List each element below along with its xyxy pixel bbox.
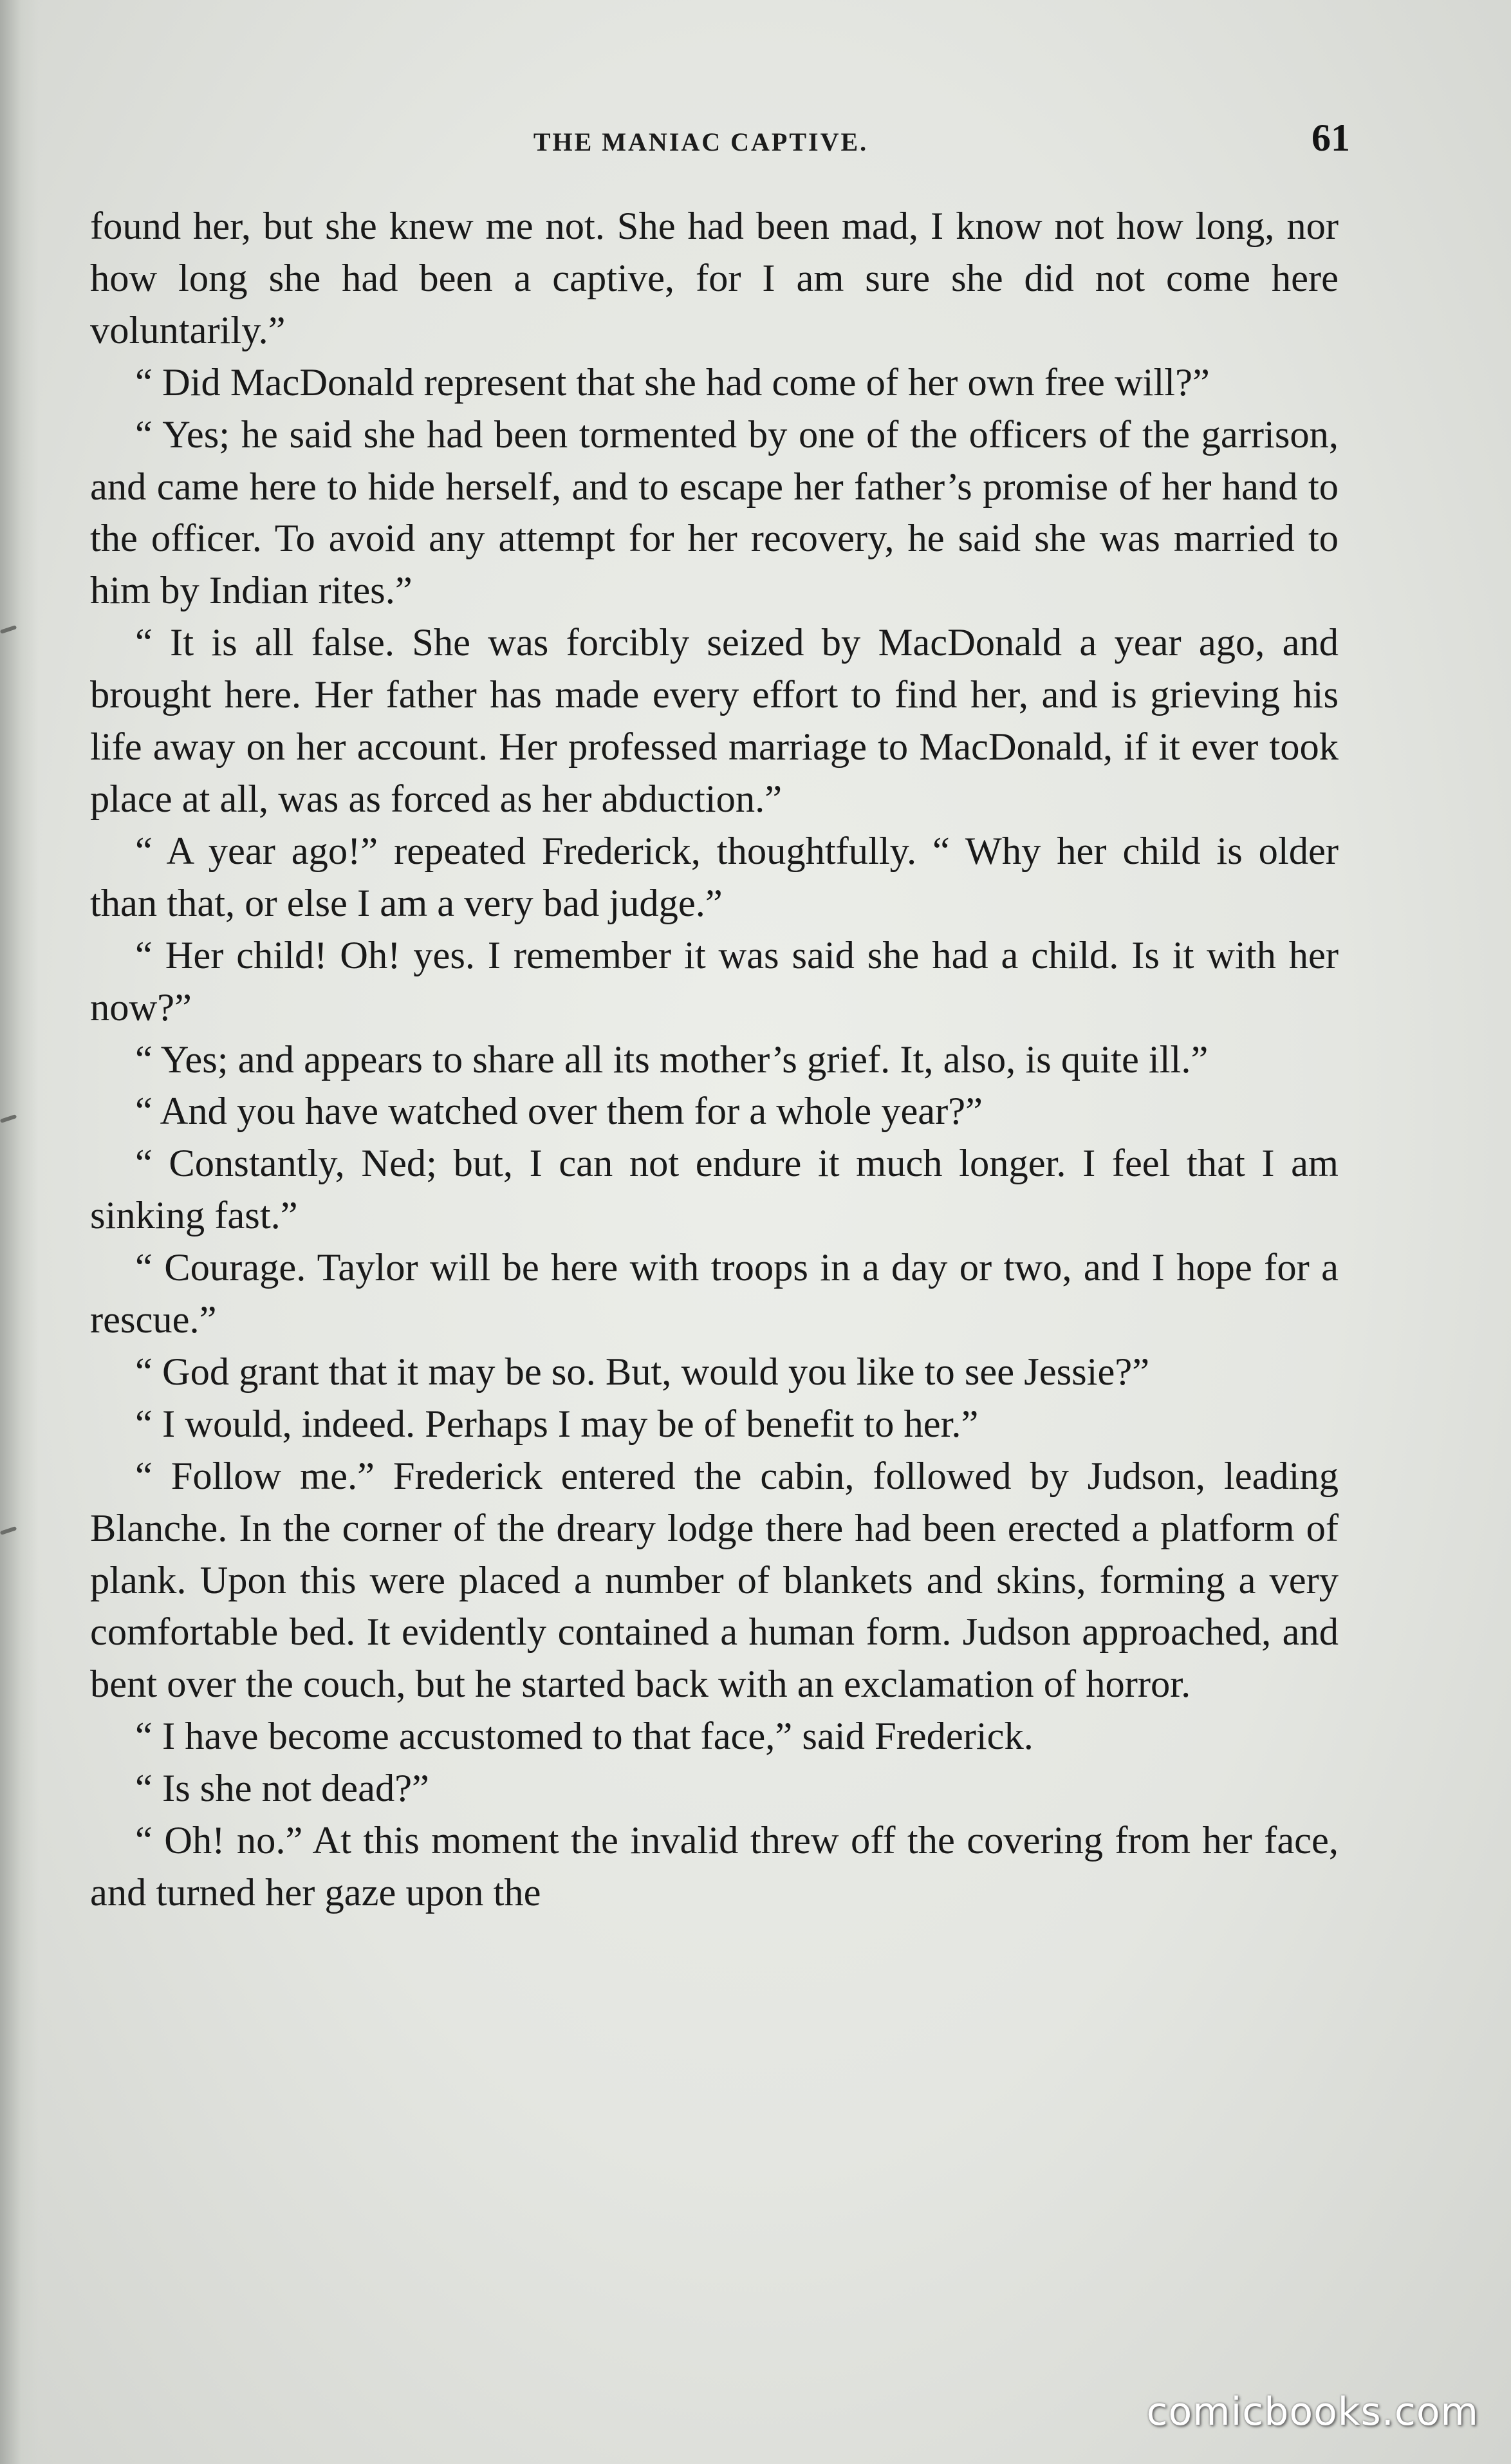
paragraph: “ Yes; and appears to share all its mother’s grief. It, also, is quite ill.” [135, 1038, 1209, 1081]
paragraph: “ Courage. Taylor will be here with troops in a day or two, and I hope for a rescue.” [90, 1246, 1339, 1342]
paragraph: “ Yes; he said she had been tormented by one of the officers of the garrison, and came here to hide herself, and to escape her father’s promise of her hand to the officer. To avoid any attempt for her recovery, he said she was married to him by Indian rites.” [90, 413, 1339, 613]
running-head [90, 116, 1350, 160]
paragraph: found her, but she knew me not. She had been mad, I know not how long, nor how long she had been a captive, for I am sure she did not come here voluntarily.” [90, 205, 1339, 352]
paragraph: “ Is she not dead?” [135, 1767, 429, 1811]
body-text [90, 201, 1339, 1919]
paragraph: “ And you have watched over them for a whole year?” [135, 1090, 983, 1134]
page-number: 61 [1312, 117, 1350, 159]
page-binding-shadow [0, 0, 39, 2464]
paragraph: “ Her child! Oh! yes. I remember it was said she had a child. Is it with her now?” [90, 933, 1339, 1029]
paragraph: “ Follow me.” Frederick entered the cabin, followed by Judson, leading Blanche. In the corner of the dreary lodge there had been erected a platform of plank. Upon this were placed a number of blankets and skins, forming a very comfortable bed. It evidently contained a human form. Judson approached, and bent over the couch, but he started back with an exclamation of horror. [90, 1454, 1339, 1706]
paragraph: “ Did MacDonald represent that she had come of her own free will?” [135, 360, 1210, 404]
watermark: comicbooks.com [1146, 2389, 1479, 2434]
paragraph: “ It is all false. She was forcibly seized by MacDonald a year ago, and brought here. Her father has made every effort to find her, and is grieving his life away on her account. Her professed marriage to MacDonald, if it ever took place at all, was as forced as her abduction.” [90, 621, 1339, 821]
paragraph: “ God grant that it may be so. But, would you like to see Jessie?” [135, 1350, 1150, 1394]
paragraph: “ I have become accustomed to that face,” said Frederick. [135, 1715, 1034, 1759]
paragraph: “ I would, indeed. Perhaps I may be of benefit to her.” [135, 1402, 979, 1446]
paragraph: “ A year ago!” repeated Frederick, thoughtfully. “ Why her child is older than that, or else I am a very bad judge.” [90, 829, 1339, 925]
paragraph: “ Oh! no.” At this moment the invalid threw off the covering from her face, and turned her gaze upon the [90, 1819, 1339, 1914]
running-title: THE MANIAC CAPTIVE. [533, 127, 869, 156]
paragraph: “ Constantly, Ned; but, I can not endure it much longer. I feel that I am sinking fast.” [90, 1142, 1339, 1238]
